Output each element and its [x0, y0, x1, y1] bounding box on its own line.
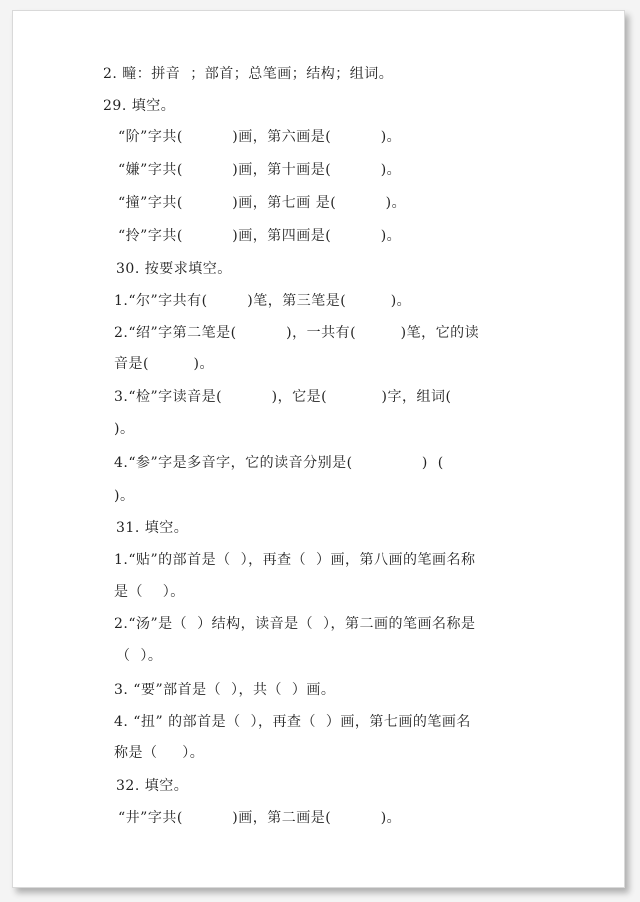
text-line: )。	[114, 488, 135, 504]
text-line: 称是（ ）。	[114, 745, 205, 761]
text-line: 1.“贴”的部首是（ ），再查（ ）画，第八画的笔画名称	[114, 552, 476, 568]
text-line: 音是( )。	[114, 356, 214, 372]
text-line: “拎”字共( )画，第四画是( )。	[118, 228, 402, 244]
text-line: 3.“检”字读音是( )，它是( )字，组词(	[114, 389, 452, 405]
section-heading: 30. 按要求填空。	[116, 261, 232, 277]
text-line: 3. “要”部首是（ ），共（ ）画。	[114, 682, 336, 698]
text-line: “嫌”字共( )画，第十画是( )。	[118, 162, 402, 178]
text-line: “井”字共( )画，第二画是( )。	[118, 810, 402, 826]
text-line: 1.“尔”字共有( )笔，第三笔是( )。	[114, 293, 412, 309]
section-heading: 32. 填空。	[116, 778, 189, 794]
text-line: 4. “扭” 的部首是（ ），再查（ ）画，第七画的笔画名	[114, 714, 471, 730]
section-heading: 31. 填空。	[116, 520, 189, 536]
text-line: )。	[114, 421, 135, 437]
section-heading: 29. 填空。	[103, 98, 176, 114]
text-line: 2.“绍”字第二笔是( )，一共有( )笔，它的读	[114, 325, 480, 341]
text-line: 是（ ）。	[114, 584, 185, 600]
text-line: 2.“汤”是（ ）结构，读音是（ ），第二画的笔画名称是	[114, 616, 476, 632]
text-line: 2. 疃：拼音 ；部首；总笔画；结构；组词。	[103, 66, 394, 82]
text-line: 4.“参”字是多音字，它的读音分别是( ) (	[114, 455, 444, 471]
text-line: “撞”字共( )画，第七画 是( )。	[118, 195, 407, 211]
text-line: “阶”字共( )画，第六画是( )。	[118, 129, 402, 145]
text-line: （ ）。	[116, 648, 163, 664]
